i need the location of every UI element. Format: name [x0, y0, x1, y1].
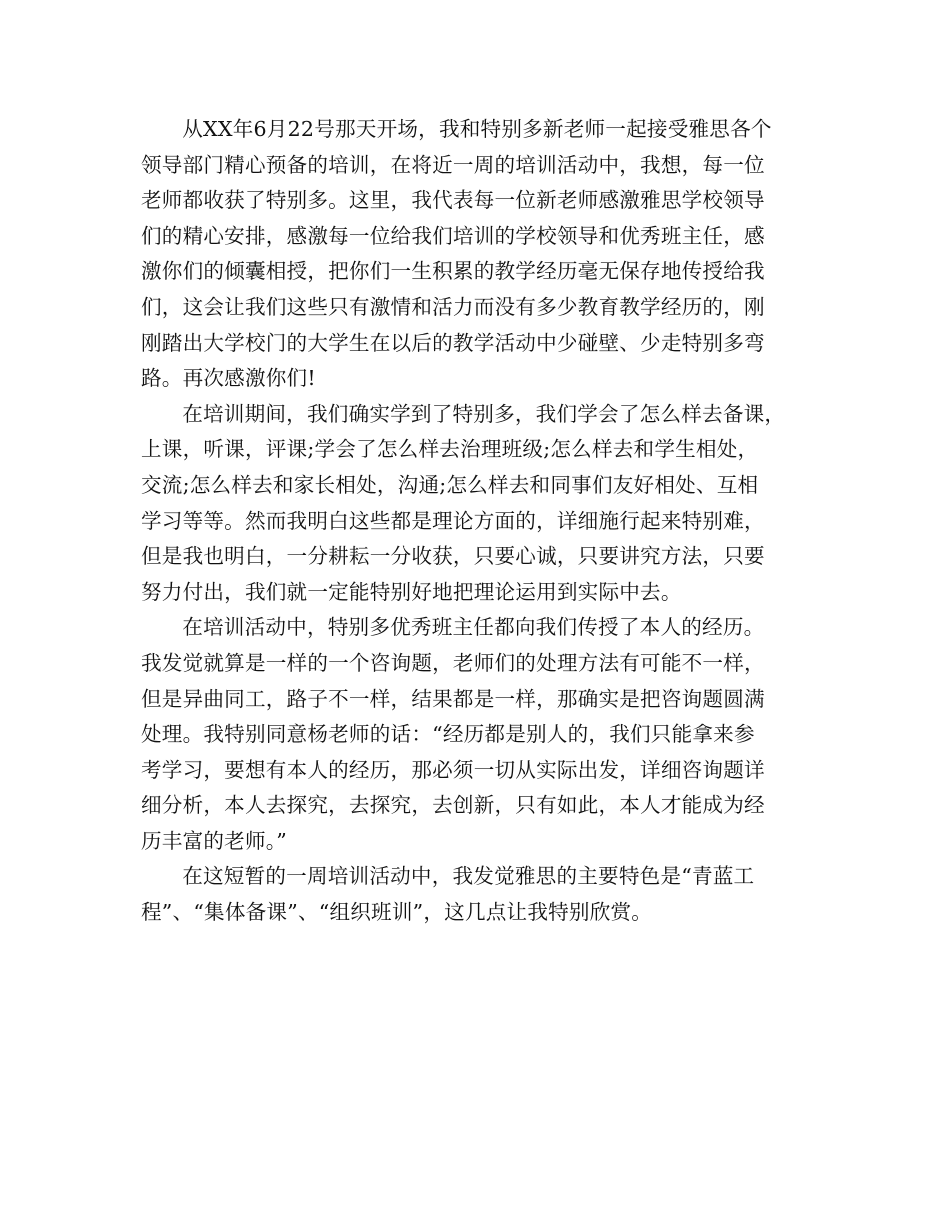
paragraph-line: 在这短暂的一周培训活动中，我发觉雅思的主要特色是“青蓝工 [182, 864, 755, 889]
paragraph-line: 我发觉就算是一样的一个咨询题，老师们的处理方法有可能不一样， [141, 650, 765, 675]
paragraph-line: 程”、“集体备课”、“组织班训”，这几点让我特别欣赏。 [141, 900, 653, 925]
paragraph-1 [141, 112, 825, 397]
paragraph-line: 在培训活动中，特别多优秀班主任都向我们传授了本人的经历。 [182, 615, 765, 640]
paragraph-4 [141, 859, 825, 930]
paragraph-line: 努力付出，我们就一定能特别好地把理论运用到实际中去。 [141, 579, 682, 604]
paragraph-line: 从XX年6月22号那天开场，我和特别多新老师一起接受雅思各个 [182, 117, 772, 141]
paragraph-line: 交流;怎么样去和家长相处，沟通;怎么样去和同事们友好相处、互相 [141, 472, 759, 497]
document-page [141, 112, 825, 931]
paragraph-line: 老师都收获了特别多。这里，我代表每一位新老师感激雅思学校领导 [141, 188, 765, 213]
paragraph-line: 在培训期间，我们确实学到了特别多，我们学会了怎么样去备课， [182, 401, 786, 426]
paragraph-3 [141, 610, 825, 859]
paragraph-line: 考学习，要想有本人的经历，那必须一切从实际出发，详细咨询题详 [141, 757, 765, 782]
paragraph-line: 学习等等。然而我明白这些都是理论方面的，详细施行起来特别难， [141, 508, 765, 533]
paragraph-line: 路。再次感激你们! [141, 366, 316, 391]
paragraph-line: 刚踏出大学校门的大学生在以后的教学活动中少碰壁、少走特别多弯 [141, 330, 765, 355]
paragraph-line: 历丰富的老师。” [141, 828, 287, 853]
paragraph-line: 上课，听课，评课;学会了怎么样去治理班级;怎么样去和学生相处， [141, 437, 759, 462]
paragraph-line: 激你们的倾囊相授，把你们一生积累的教学经历毫无保存地传授给我 [141, 259, 765, 284]
paragraph-line: 细分析，本人去探究，去探究，去创新，只有如此，本人才能成为经 [141, 793, 765, 818]
paragraph-line: 们，这会让我们这些只有激情和活力而没有多少教育教学经历的，刚 [141, 294, 765, 319]
paragraph-line: 处理。我特别同意杨老师的话：“经历都是别人的，我们只能拿来参 [141, 722, 755, 747]
paragraph-2 [141, 397, 825, 611]
paragraph-line: 领导部门精心预备的培训，在将近一周的培训活动中，我想，每一位 [141, 152, 765, 177]
paragraph-line: 们的精心安排，感激每一位给我们培训的学校领导和优秀班主任，感 [141, 223, 765, 248]
paragraph-line: 但是我也明白，一分耕耘一分收获，只要心诚，只要讲究方法，只要 [141, 544, 765, 569]
paragraph-line: 但是异曲同工，路子不一样，结果都是一样，那确实是把咨询题圆满 [141, 686, 765, 711]
